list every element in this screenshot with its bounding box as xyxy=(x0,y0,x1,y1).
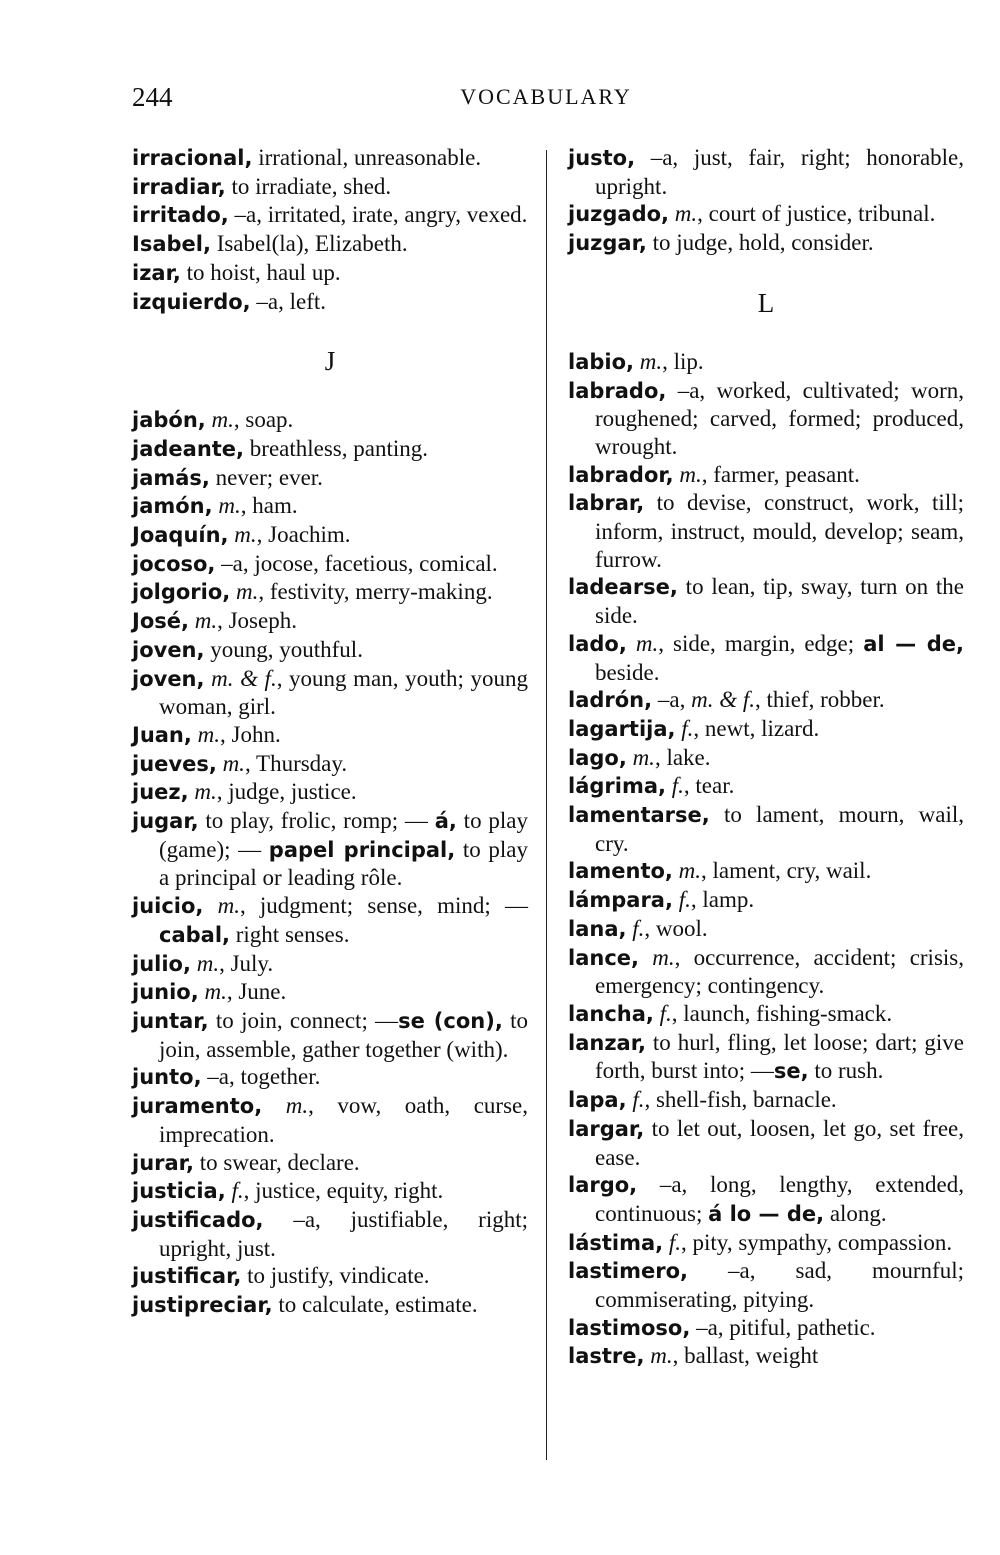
dictionary-entry xyxy=(568,686,964,715)
headword: lastimero, xyxy=(568,1259,688,1284)
headword: lamento, xyxy=(568,859,673,884)
headword: ladrón, xyxy=(568,688,653,713)
dictionary-entry xyxy=(568,944,964,1000)
grammar-label: m. xyxy=(669,201,698,227)
headword: lastimoso, xyxy=(568,1315,691,1340)
dictionary-entry xyxy=(568,1314,964,1343)
definition: , judge, justice. xyxy=(216,779,357,805)
definition: beside. xyxy=(595,659,660,685)
definition: to join, connect; — xyxy=(208,1007,399,1033)
definition: –a, pitiful, pathetic. xyxy=(690,1314,876,1340)
left-column xyxy=(132,144,528,1320)
headword: labrador, xyxy=(568,462,674,487)
headword: lana, xyxy=(568,916,627,941)
definition: , Joachim. xyxy=(256,522,351,548)
dictionary-entry xyxy=(568,1115,964,1171)
headword: lágrima, xyxy=(568,774,666,799)
grammar-label: m. xyxy=(191,721,220,747)
grammar-label: m. xyxy=(672,858,702,884)
headword: largar, xyxy=(568,1116,645,1141)
headword: Juan, xyxy=(132,722,192,747)
dictionary-entry xyxy=(568,1257,964,1313)
definition: , occurrence, accident; crisis, emergency; contingency. xyxy=(595,944,964,999)
headword: lástima, xyxy=(568,1230,664,1255)
headword: lastre, xyxy=(568,1344,645,1369)
definition: to play, frolic, romp; — xyxy=(198,808,435,834)
dictionary-entry xyxy=(132,665,528,721)
dictionary-entry xyxy=(568,573,964,629)
page-number: 244 xyxy=(132,82,173,112)
grammar-label: m. & f. xyxy=(204,665,277,691)
definition: , lament, cry, wail. xyxy=(701,858,872,884)
grammar-label: m. xyxy=(230,579,259,605)
dictionary-entry xyxy=(132,230,528,259)
headword: Isabel, xyxy=(132,232,211,257)
headword: justipreciar, xyxy=(132,1293,273,1318)
dictionary-entry xyxy=(568,915,964,944)
headword: junto, xyxy=(132,1065,202,1090)
headword: juramento, xyxy=(132,1094,263,1119)
definition: to play (game); — xyxy=(159,808,528,862)
grammar-label: m. xyxy=(626,630,659,656)
dictionary-entry xyxy=(568,461,964,490)
dictionary-entry xyxy=(568,489,964,573)
headword: labrar, xyxy=(568,491,645,516)
definition: , Joseph. xyxy=(217,608,297,634)
headword: jocoso, xyxy=(132,551,216,576)
running-title: VOCABULARY xyxy=(460,84,632,109)
dictionary-entry xyxy=(132,1092,528,1148)
dictionary-entry xyxy=(132,1177,528,1206)
headword: justificar, xyxy=(132,1264,242,1289)
dictionary-entry xyxy=(568,715,964,744)
grammar-label: f. xyxy=(653,1000,672,1026)
headword: irracional, xyxy=(132,146,253,170)
entries-before-j xyxy=(132,144,528,316)
dictionary-entry xyxy=(132,288,528,317)
dictionary-entry xyxy=(132,1007,528,1063)
headword: largo, xyxy=(568,1173,638,1198)
grammar-label: f. xyxy=(672,887,691,913)
dictionary-entry xyxy=(132,464,528,493)
dictionary-entry xyxy=(568,144,964,200)
headword: jolgorio, xyxy=(132,580,231,605)
grammar-label: m. xyxy=(673,461,702,487)
dictionary-entry xyxy=(568,1000,964,1029)
headword: lagartija, xyxy=(568,716,676,741)
phrase: papel principal, xyxy=(268,837,456,862)
headword: juntar, xyxy=(132,1008,209,1033)
definition: –a, worked, cultivated; worn, roughened; carved, formed; produced, wrought. xyxy=(595,377,964,459)
headword: jugar, xyxy=(132,809,199,834)
headword: juzgar, xyxy=(568,231,647,256)
dictionary-entry xyxy=(568,1086,964,1115)
definition: young, youthful. xyxy=(204,636,363,662)
headword: lago, xyxy=(568,745,627,770)
headword: juzgado, xyxy=(568,202,670,227)
phrase: se, xyxy=(773,1059,809,1084)
page-header xyxy=(132,82,960,122)
headword: labio, xyxy=(568,349,635,374)
grammar-label: m. xyxy=(205,407,234,433)
dictionary-entry xyxy=(568,772,964,801)
definition: Isabel(la), Elizabeth. xyxy=(210,231,408,257)
definition: , soap. xyxy=(233,407,294,433)
dictionary-entry xyxy=(568,630,964,686)
dictionary-entry xyxy=(132,1063,528,1092)
definition: –a, sad, mournful; commiserating, pitying. xyxy=(595,1258,964,1313)
dictionary-entry xyxy=(132,750,528,779)
dictionary-entry xyxy=(132,578,528,607)
entries-l xyxy=(568,348,964,1371)
dictionary-entry xyxy=(568,200,964,229)
definition: to hurl, fling, let loose; dart; give forth, burst into; — xyxy=(595,1029,964,1084)
dictionary-entry xyxy=(132,950,528,979)
grammar-label: f. xyxy=(626,1087,645,1113)
definition: , judgment; sense, mind; — xyxy=(239,893,528,919)
dictionary-entry xyxy=(132,435,528,464)
definition: to judge, hold, consider. xyxy=(646,230,874,256)
definition: , ham. xyxy=(240,493,298,519)
dictionary-entry xyxy=(132,259,528,288)
definition: , justice, equity, right. xyxy=(243,1178,444,1204)
definition: , launch, fishing-smack. xyxy=(671,1000,893,1026)
dictionary-entry xyxy=(132,607,528,636)
definition: to play a principal or leading rôle. xyxy=(159,836,528,891)
dictionary-entry xyxy=(132,807,528,892)
dictionary-entry xyxy=(568,1229,964,1258)
definition: , young man, youth; young woman, girl. xyxy=(159,665,528,720)
dictionary-entry xyxy=(132,778,528,807)
definition: to devise, construct, work, till; inform, instruct, mould, develop; seam, furrow. xyxy=(595,490,964,572)
dictionary-entry xyxy=(568,886,964,915)
dictionary-entry xyxy=(132,978,528,1007)
headword: labrado, xyxy=(568,378,667,403)
definition: , tear. xyxy=(683,773,735,799)
headword: lanzar, xyxy=(568,1030,646,1055)
headword: José, xyxy=(132,609,189,634)
headword: jamás, xyxy=(132,465,210,490)
headword: julio, xyxy=(132,951,191,976)
headword: junio, xyxy=(132,980,199,1005)
entries-before-l xyxy=(568,144,964,258)
definition: –a, long, lengthy, extended, continuous; xyxy=(595,1172,964,1226)
definition: , Thursday. xyxy=(244,750,348,776)
headword: justo, xyxy=(568,146,636,170)
dictionary-entry xyxy=(132,521,528,550)
headword: izar, xyxy=(132,260,181,285)
dictionary-entry xyxy=(132,144,528,173)
definition: to let out, loosen, let go, set free, ease. xyxy=(595,1115,964,1170)
headword: irradiar, xyxy=(132,174,226,199)
definition: to join, assemble, gather together (with). xyxy=(159,1007,529,1062)
dictionary-entry xyxy=(132,1206,528,1262)
headword: lancha, xyxy=(568,1001,654,1026)
definition: –a, left. xyxy=(250,288,326,314)
definition: to lament, mourn, wail, cry. xyxy=(595,802,964,856)
grammar-label: m. & f. xyxy=(691,687,755,713)
definition: –a, jocose, facetious, comical. xyxy=(215,550,498,576)
phrase: á, xyxy=(434,809,457,834)
definition: , July. xyxy=(219,950,274,976)
headword: lance, xyxy=(568,945,639,970)
entries-j xyxy=(132,406,528,1320)
headword: jabón, xyxy=(132,408,206,433)
grammar-label: f. xyxy=(675,715,694,741)
definition: , newt, lizard. xyxy=(693,715,820,741)
definition: to rush. xyxy=(808,1058,884,1084)
definition: breathless, panting. xyxy=(244,435,428,461)
definition: to lean, tip, sway, turn on the side. xyxy=(595,574,964,629)
definition: to hoist, haul up. xyxy=(180,259,341,285)
definition: , farmer, peasant. xyxy=(701,461,860,487)
dictionary-entry xyxy=(132,1262,528,1291)
definition: , John. xyxy=(220,721,281,747)
dictionary-entry xyxy=(132,1149,528,1178)
dictionary-entry xyxy=(568,229,964,258)
section-letter-l: L xyxy=(757,287,775,318)
dictionary-entry xyxy=(132,550,528,579)
dictionary-entry xyxy=(568,377,964,461)
grammar-label: m. xyxy=(262,1093,309,1119)
definition: never; ever. xyxy=(209,464,323,490)
dictionary-entry xyxy=(568,1171,964,1228)
headword: jamón, xyxy=(132,494,213,519)
definition: , lake. xyxy=(654,744,711,770)
headword: juicio, xyxy=(132,894,204,919)
definition: right senses. xyxy=(230,921,350,947)
definition: , wool. xyxy=(644,915,708,941)
dictionary-entry xyxy=(132,892,528,949)
headword: juez, xyxy=(132,780,189,805)
definition: , pity, sympathy, compassion. xyxy=(681,1229,953,1255)
grammar-label: m. xyxy=(203,893,240,919)
dictionary-entry xyxy=(568,744,964,773)
definition: –a, justifiable, right; upright, just. xyxy=(159,1206,528,1261)
dictionary-entry xyxy=(132,1291,528,1320)
headword: jurar, xyxy=(132,1150,194,1175)
definition: , shell-fish, barnacle. xyxy=(644,1087,837,1113)
headword: lado, xyxy=(568,631,627,656)
headword: joven, xyxy=(132,666,205,691)
headword: joven, xyxy=(132,637,205,662)
grammar-label: m. xyxy=(216,750,245,776)
definition: irrational, unreasonable. xyxy=(252,145,482,170)
phrase: á lo — de, xyxy=(708,1201,825,1226)
grammar-label: m. xyxy=(188,779,217,805)
phrase: se (con), xyxy=(398,1008,503,1033)
headword: lamentarse, xyxy=(568,803,710,828)
dictionary-entry xyxy=(568,348,964,377)
headword: irritado, xyxy=(132,203,229,228)
dictionary-entry xyxy=(568,1342,964,1371)
definition: , June. xyxy=(226,979,287,1005)
headword: justificado, xyxy=(132,1207,264,1232)
grammar-label: f. xyxy=(626,915,645,941)
dictionary-entry xyxy=(568,801,964,857)
grammar-label: m. xyxy=(188,608,218,634)
column-divider xyxy=(546,150,547,1460)
definition: , side, margin, edge; xyxy=(658,630,864,656)
definition: –a, xyxy=(652,687,692,713)
headword: lapa, xyxy=(568,1088,627,1113)
definition: –a, just, fair, right; honorable, upright. xyxy=(595,145,964,199)
headword: jadeante, xyxy=(132,436,245,461)
grammar-label: m. xyxy=(190,950,220,976)
grammar-label: m. xyxy=(644,1343,673,1369)
right-column xyxy=(568,144,964,1371)
definition: , thief, robber. xyxy=(754,687,885,713)
grammar-label: m. xyxy=(228,522,257,548)
headword: justicia, xyxy=(132,1179,226,1204)
grammar-label: m. xyxy=(639,944,675,970)
grammar-label: m. xyxy=(198,979,227,1005)
definition: to calculate, estimate. xyxy=(272,1292,478,1318)
dictionary-entry xyxy=(132,721,528,750)
definition: , lamp. xyxy=(690,887,755,913)
definition: –a, together. xyxy=(201,1064,321,1090)
headword: jueves, xyxy=(132,751,217,776)
section-letter-j: J xyxy=(324,346,336,377)
definition: , ballast, weight xyxy=(672,1343,819,1369)
definition: along. xyxy=(824,1200,887,1226)
headword: lámpara, xyxy=(568,888,673,913)
phrase: cabal, xyxy=(159,922,230,947)
phrase: al — de, xyxy=(863,631,964,656)
grammar-label: f. xyxy=(666,773,684,799)
dictionary-entry xyxy=(568,1029,964,1086)
dictionary-entry xyxy=(132,492,528,521)
definition: , vow, oath, curse, imprecation. xyxy=(159,1093,528,1147)
dictionary-entry xyxy=(132,406,528,435)
dictionary-entry xyxy=(132,173,528,202)
headword: izquierdo, xyxy=(132,289,251,314)
dictionary-entry xyxy=(132,201,528,230)
definition: to irradiate, shed. xyxy=(225,173,392,199)
definition: , lip. xyxy=(662,348,704,374)
headword: Joaquín, xyxy=(132,523,229,548)
definition: to justify, vindicate. xyxy=(241,1263,430,1289)
definition: , court of justice, tribunal. xyxy=(697,201,936,227)
grammar-label: f. xyxy=(663,1229,682,1255)
dictionary-entry xyxy=(132,636,528,665)
grammar-label: m. xyxy=(634,348,663,374)
grammar-label: m. xyxy=(626,744,655,770)
definition: to swear, declare. xyxy=(193,1149,360,1175)
definition: –a, irritated, irate, angry, vexed. xyxy=(228,202,528,228)
definition: , festivity, merry-making. xyxy=(258,579,493,605)
dictionary-entry xyxy=(568,857,964,886)
grammar-label: m. xyxy=(212,493,241,519)
grammar-label: f. xyxy=(225,1178,244,1204)
headword: ladearse, xyxy=(568,575,678,600)
